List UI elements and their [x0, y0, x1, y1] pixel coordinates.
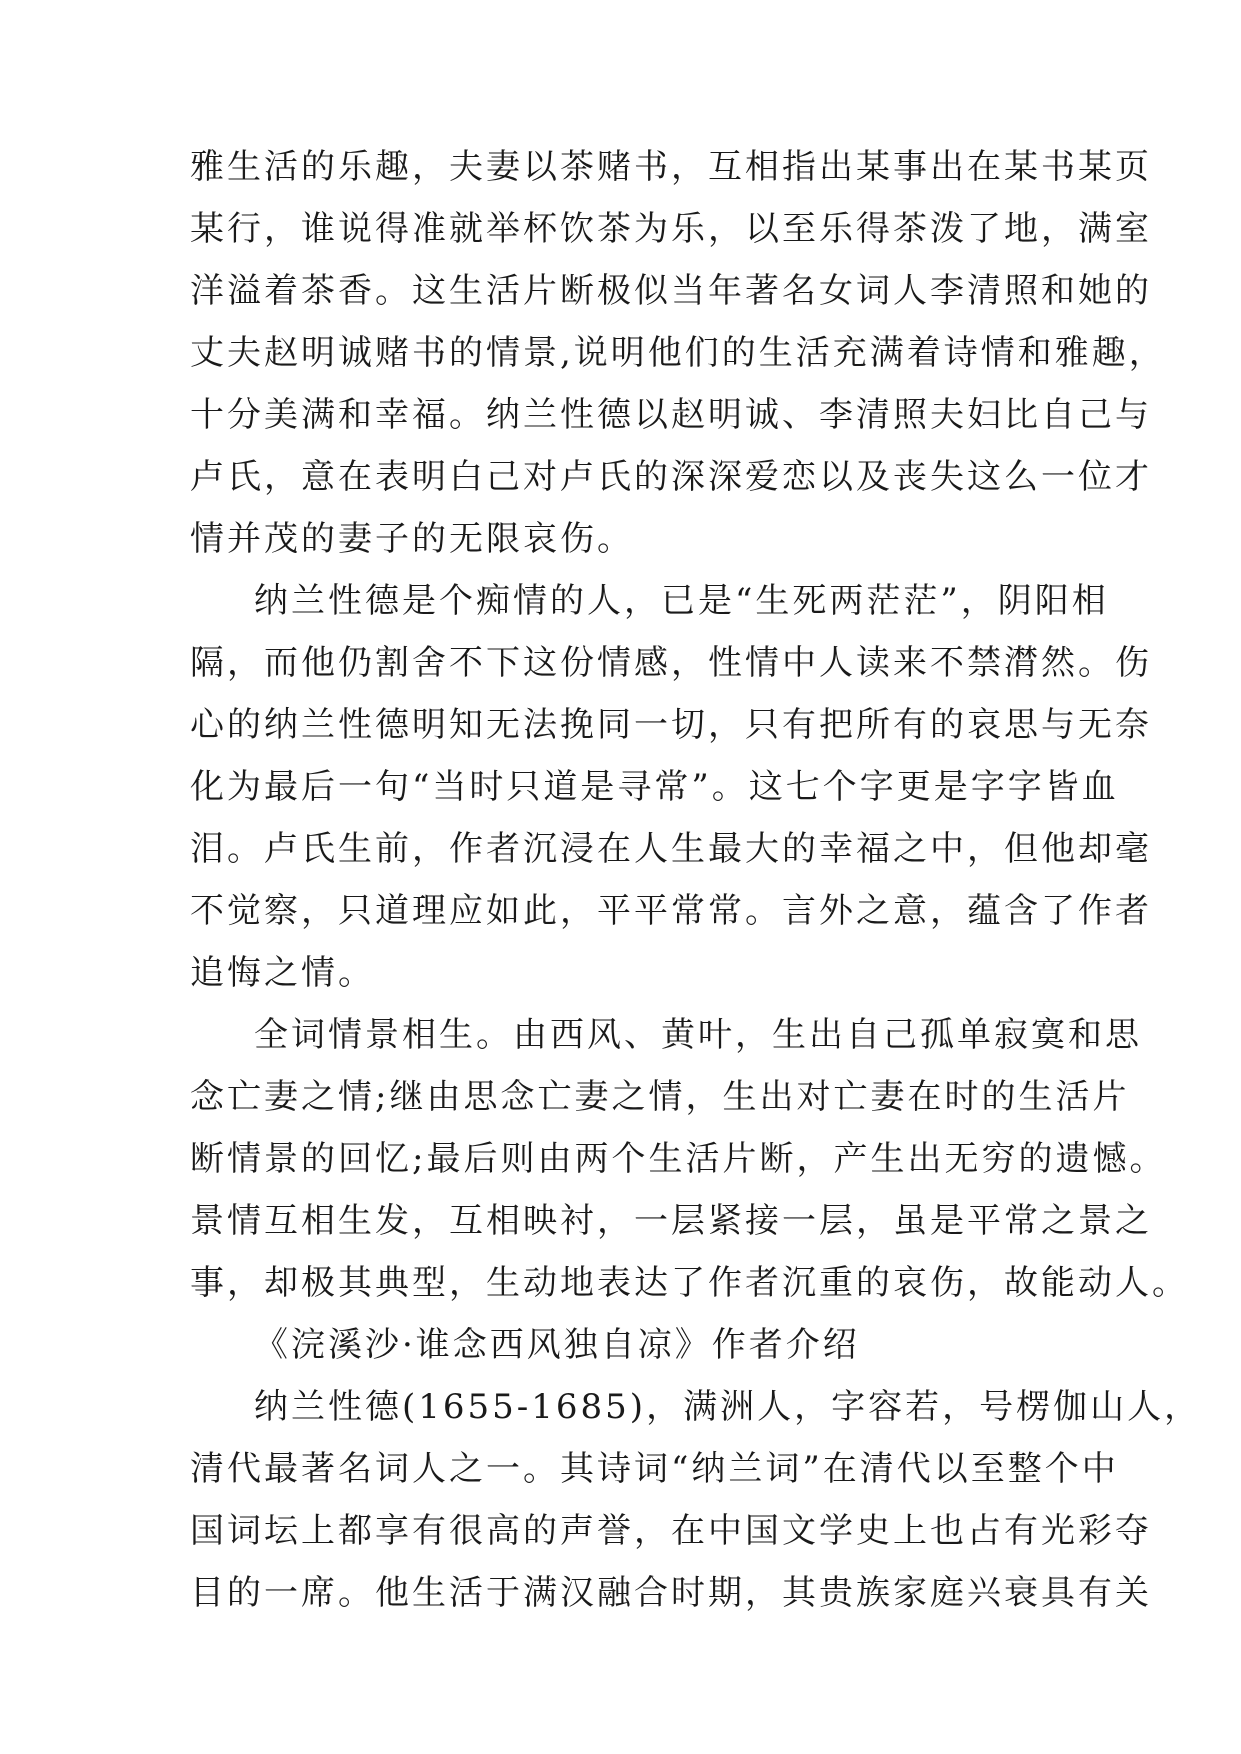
- text-line: 卢氏，意在表明白己对卢氏的深深爱恋以及丧失这么一位才: [190, 457, 1152, 497]
- text-line: 目的一席。他生活于满汉融合时期，其贵族家庭兴衰具有关: [190, 1573, 1152, 1613]
- text-line: 不觉察，只道理应如此，平平常常。言外之意，蕴含了作者: [190, 891, 1152, 931]
- text-line: 化为最后一句“当时只道是寻常”。这七个字更是字字皆血: [190, 767, 1119, 807]
- text-line: 国词坛上都享有很高的声誉，在中国文学史上也占有光彩夺: [190, 1511, 1152, 1551]
- paragraph-first-line: 纳兰性德是个痴情的人，已是“生死两茫茫”，阴阳相: [254, 581, 1109, 621]
- text-line: 心的纳兰性德明知无法挽同一切，只有把所有的哀思与无奈: [190, 705, 1152, 745]
- text-line: 泪。卢氏生前，作者沉浸在人生最大的幸福之中，但他却毫: [190, 829, 1152, 869]
- text-line: 隔，而他仍割舍不下这份情感，性情中人读来不禁潸然。伤: [190, 643, 1152, 683]
- section-heading: 《浣溪沙·谁念西风独自凉》作者介绍: [254, 1325, 860, 1365]
- text-line: 洋溢着茶香。这生活片断极似当年著名女词人李清照和她的: [190, 271, 1152, 311]
- text-line: 情并茂的妻子的无限哀伤。: [190, 519, 634, 559]
- text-line: 念亡妻之情;继由思念亡妻之情，生出对亡妻在时的生活片: [190, 1077, 1130, 1117]
- text-line: 某行，谁说得准就举杯饮茶为乐，以至乐得茶泼了地，满室: [190, 209, 1152, 249]
- text-line: 十分美满和幸福。纳兰性德以赵明诚、李清照夫妇比自己与: [190, 395, 1152, 435]
- text-line: 事，却极其典型，生动地表达了作者沉重的哀伤，故能动人。: [190, 1263, 1189, 1303]
- paragraph-first-line: 纳兰性德(1655-1685)，满洲人，字容若，号楞伽山人，: [254, 1387, 1202, 1427]
- text-line: 雅生活的乐趣，夫妻以茶赌书，互相指出某事出在某书某页: [190, 147, 1152, 187]
- text-line: 景情互相生发，互相映衬，一层紧接一层，虽是平常之景之: [190, 1201, 1152, 1241]
- text-line: 断情景的回忆;最后则由两个生活片断，产生出无穷的遗憾。: [190, 1139, 1167, 1179]
- paragraph-first-line: 全词情景相生。由西风、黄叶，生出自己孤单寂寞和思: [254, 1015, 1142, 1055]
- text-line: 追悔之情。: [190, 953, 375, 993]
- text-line: 丈夫赵明诚赌书的情景,说明他们的生活充满着诗情和雅趣，: [190, 333, 1166, 373]
- text-line: 清代最著名词人之一。其诗词“纳兰词”在清代以至整个中: [190, 1449, 1119, 1489]
